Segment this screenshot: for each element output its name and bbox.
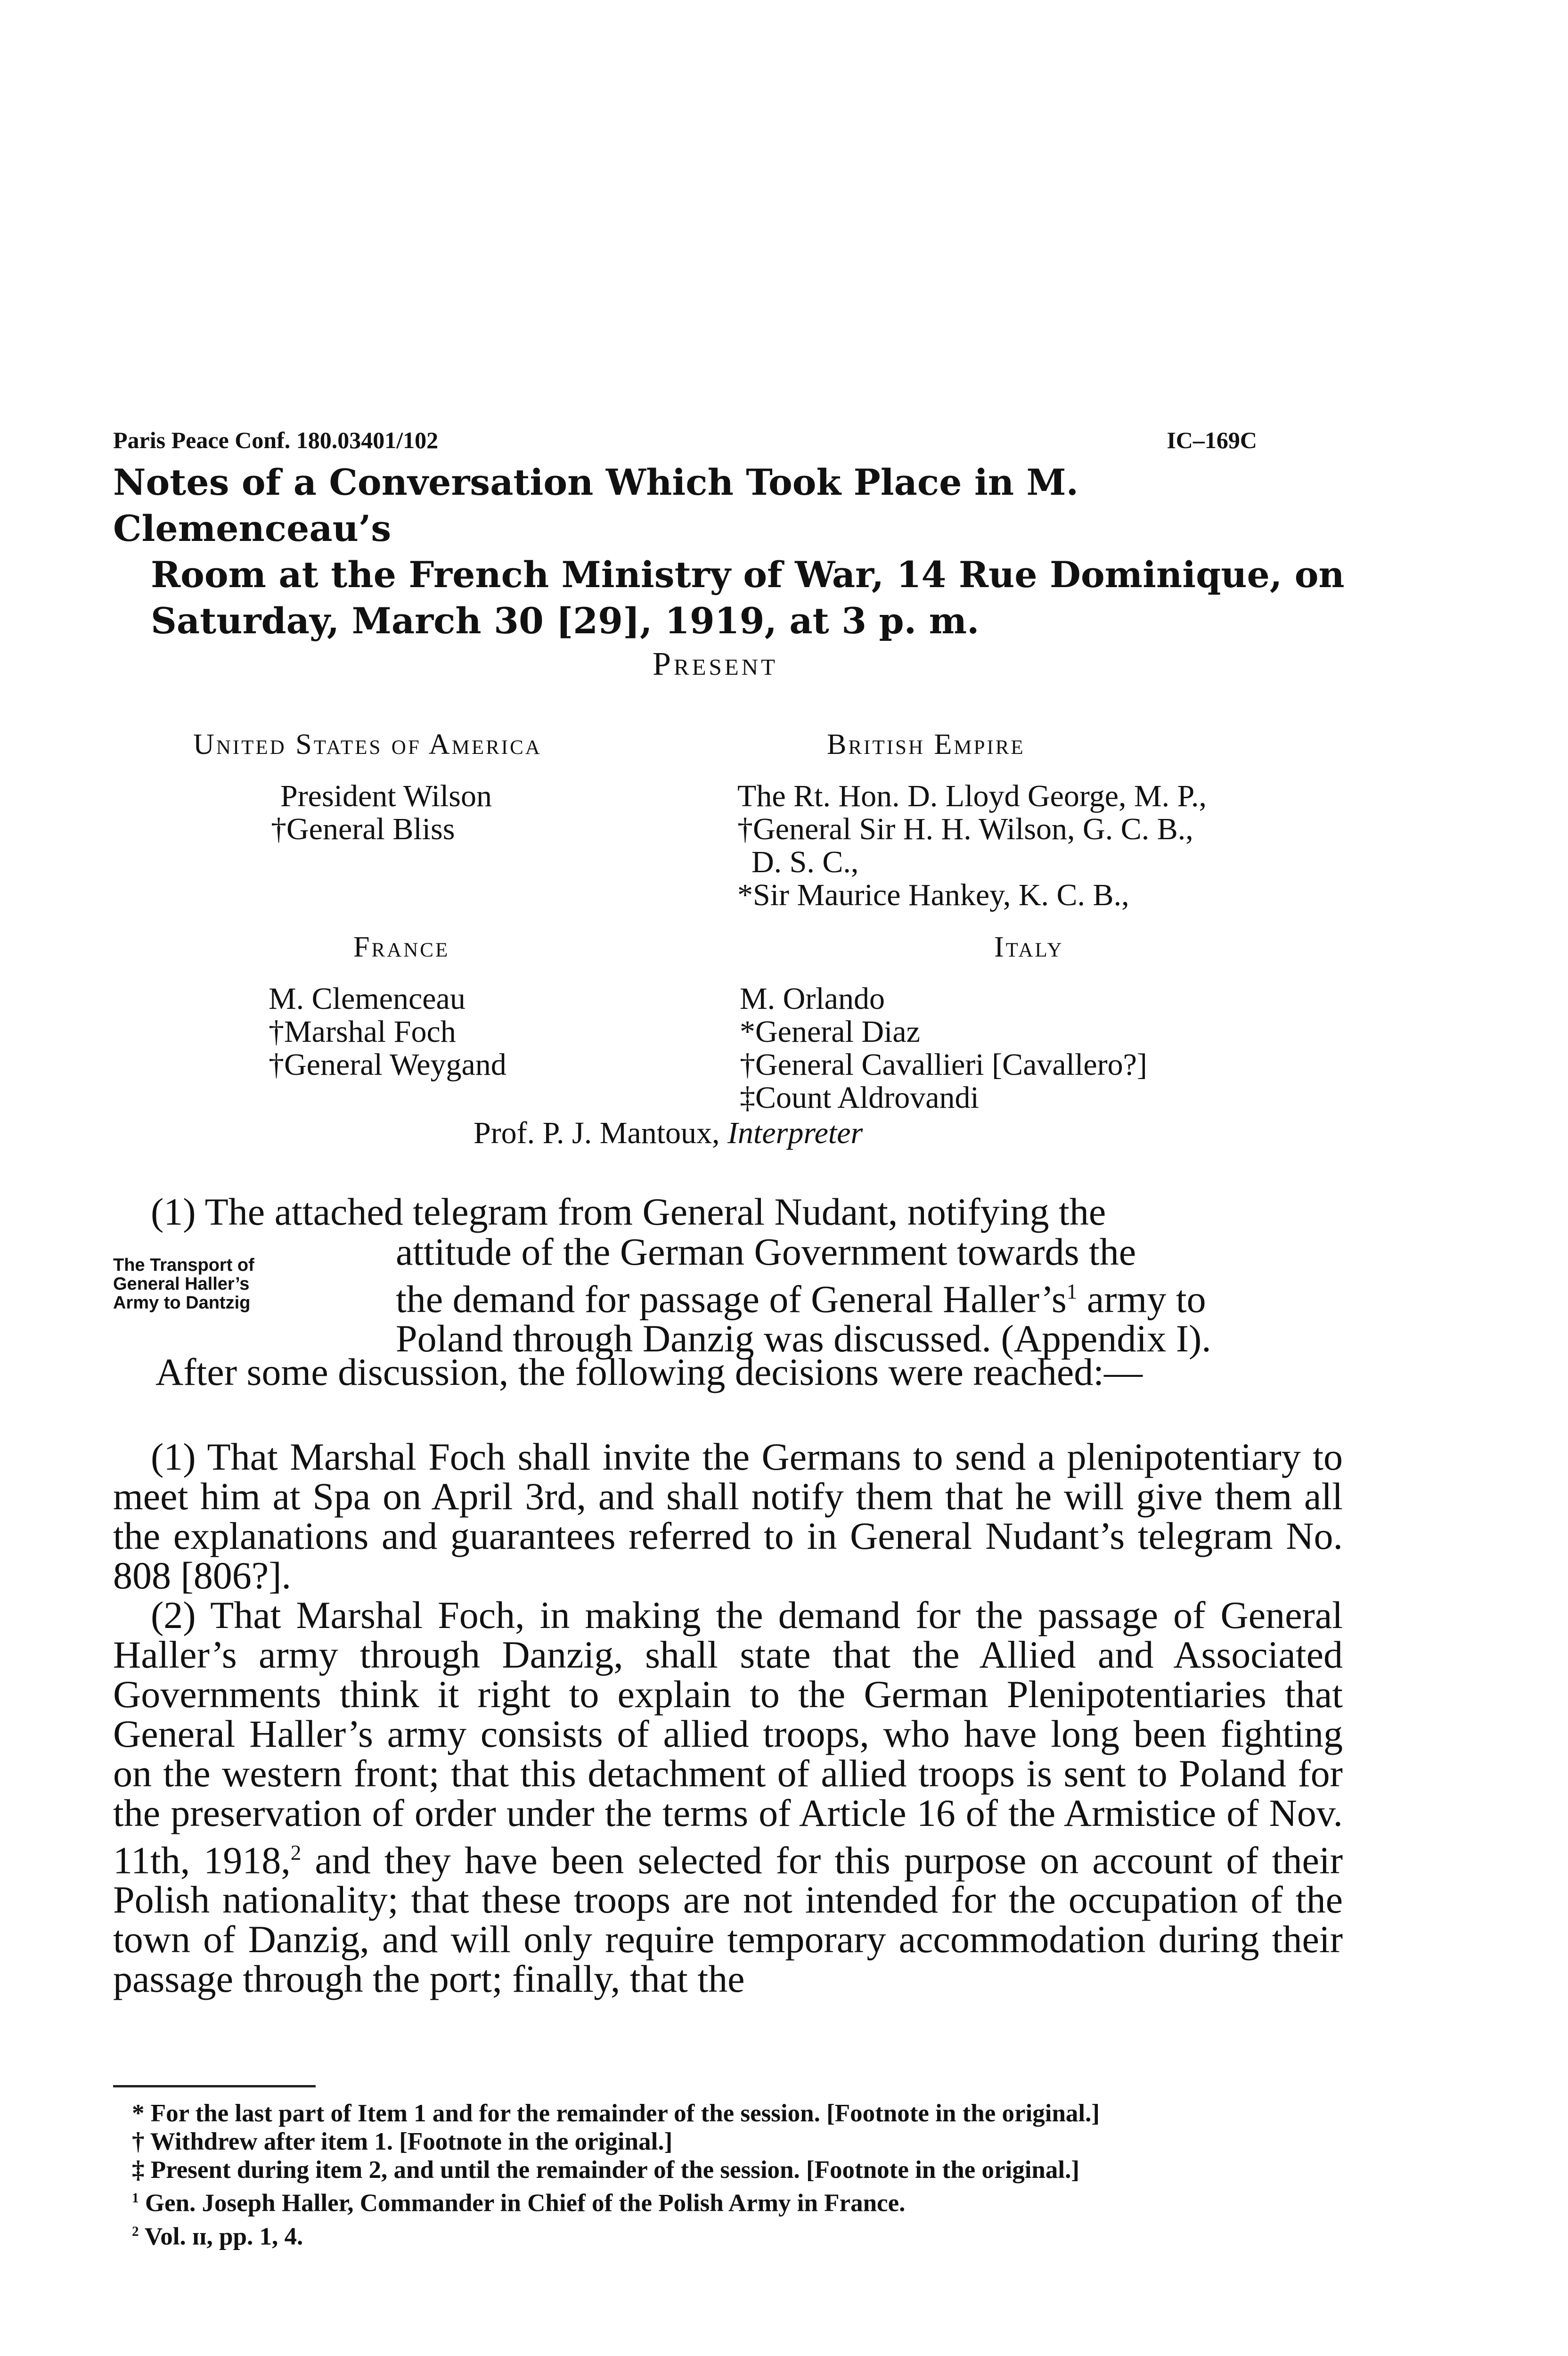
document-reference: Paris Peace Conf. 180.03401/102 <box>113 427 439 453</box>
title-line-2: Room at the French Ministry of War, 14 Rue Dominique, on <box>151 554 1345 596</box>
british-heading: British Empire <box>827 728 1025 761</box>
france-attendees <box>269 982 506 1081</box>
body-line: After some discussion, the following decisions were reached:— <box>155 1350 1143 1393</box>
page-title <box>113 459 1366 644</box>
footnotes <box>113 2099 1338 2250</box>
decisions-intro <box>155 1352 1343 1392</box>
attendee: M. Clemenceau <box>269 982 466 1016</box>
attendee: †General Cavallieri [Cavallero?] <box>740 1047 1147 1082</box>
decision-1: (1) That Marshal Foch shall invite the Germans to send a plenipotentiary to meet him at Spa on April 3rd, and shall notify them that he will give them all the explanations and guarantees referred to in General Nudant’s telegram No. 808 [806?]. <box>113 1435 1343 1597</box>
attendee: President Wilson <box>280 779 492 813</box>
attendee: †General Weygand <box>269 1047 506 1082</box>
footnote: $^1$ Gen. Joseph Haller, Commander in Chief of the Polish Army in France. <box>132 2189 906 2217</box>
attendee: M. Orlando <box>740 982 885 1016</box>
margin-note <box>113 1256 382 1312</box>
attendee: D. S. C., <box>751 845 859 879</box>
usa-heading: United States of America <box>193 728 542 761</box>
title-line-3: Saturday, March 30 [29], 1919, at 3 p. m. <box>151 600 980 642</box>
document-code: IC–169C <box>1167 427 1257 453</box>
attendee: ‡Count Aldrovandi <box>740 1080 979 1115</box>
italy-heading: Italy <box>994 931 1064 963</box>
footnote: $^2$ Vol. ɪɪ, pp. 1, 4. <box>132 2223 303 2250</box>
attendee: *Sir Maurice Hankey, K. C. B., <box>737 878 1129 912</box>
footnote: ‡ Present during item 2, and until the remainder of the session. [Footnote in the original.] <box>132 2156 1080 2184</box>
present-heading: Present <box>653 646 778 682</box>
attendee: †General Bliss <box>271 812 455 846</box>
body-line: attitude of the German Government towards the <box>396 1230 1136 1273</box>
margin-note-line: The Transport of <box>113 1255 254 1275</box>
body-line: Poland through Danzig was discussed. (Appendix I). <box>396 1317 1211 1360</box>
body-line: the demand for passage of General $Haller’s^1$ army to <box>396 1277 1206 1321</box>
footnote: * For the last part of Item 1 and for the remainder of the session. [Footnote in the original.] <box>132 2100 1100 2127</box>
decision-2: (2) That Marshal Foch, in making the demand for the passage of General Haller’s army through Danzig, shall state that the Allied and Associated Governments think it right to explain to the German Plenipotentiaries that General Haller’s army consists of allied troops, who have long been fighting on the western front; that this detachment of allied troops is sent to Poland for the preservation of order under the terms of Article 16 of the Armistice of Nov. 11th, 1918,$^2$ and they have been selected for this purpose on account of their Polish nationality; that these troops are not intended for the occupation of the town of Danzig, and will only require temporary accommodation during their passage through the port; finally, that the <box>113 1594 1343 2001</box>
item-1-paragraph <box>151 1192 1338 1232</box>
italy-attendees <box>740 982 1147 1114</box>
interpreter-line <box>474 1117 863 1150</box>
title-line-1: Notes of a Conversation Which Took Place in M. Clemenceau’s <box>113 461 1079 549</box>
british-attendees <box>737 780 1207 912</box>
interpreter-role: Interpreter <box>727 1116 863 1150</box>
item-1-paragraph-indented <box>396 1232 1343 1358</box>
interpreter-name: Prof. P. J. Mantoux, <box>474 1116 720 1150</box>
decisions <box>113 1437 1343 1999</box>
footnote: † Withdrew after item 1. [Footnote in the original.] <box>132 2128 673 2155</box>
attendee: †General Sir H. H. Wilson, G. C. B., <box>737 812 1193 846</box>
margin-note-line: Army to Dantzig <box>113 1293 251 1313</box>
attendee: *General Diaz <box>740 1014 920 1049</box>
usa-attendees <box>271 779 492 846</box>
attendee: The Rt. Hon. D. Lloyd George, M. P., <box>737 779 1207 813</box>
france-heading: France <box>353 931 450 963</box>
margin-note-line: General Haller’s <box>113 1274 250 1294</box>
attendee: †Marshal Foch <box>269 1014 456 1049</box>
body-line: (1) The attached telegram from General Nudant, notifying the <box>151 1190 1106 1233</box>
footnote-rule <box>113 2085 316 2087</box>
